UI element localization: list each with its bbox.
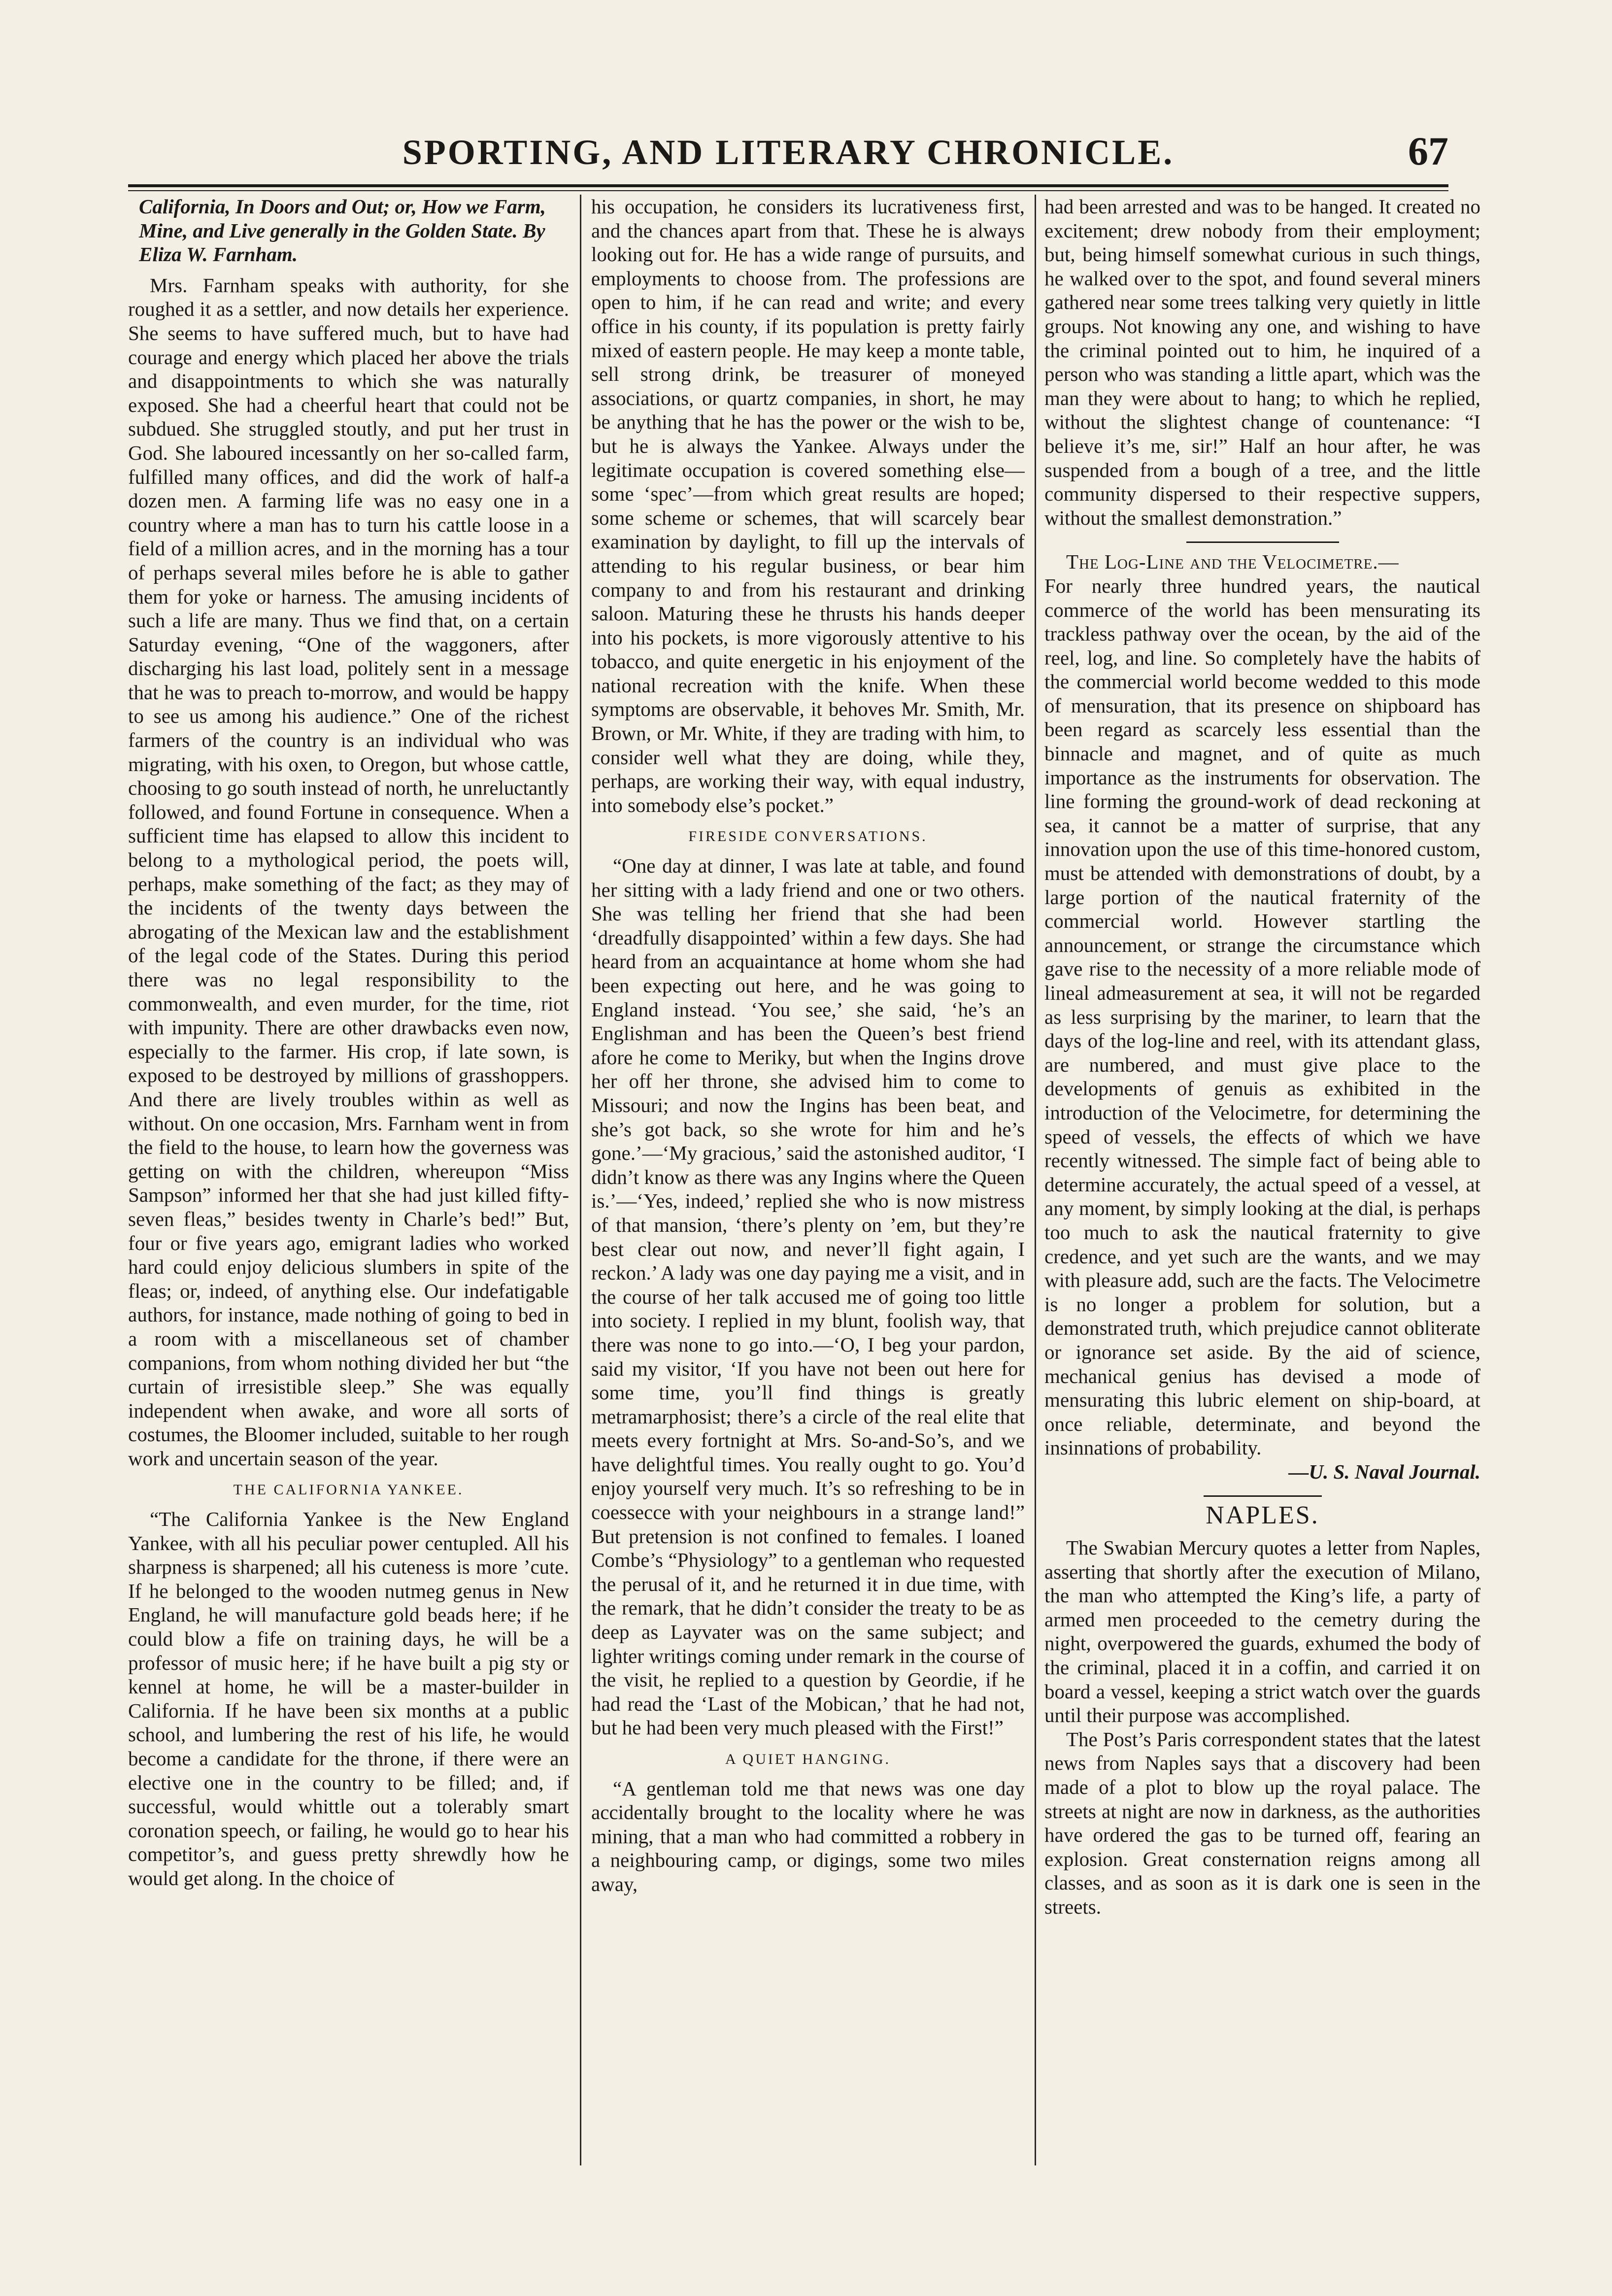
column-middle — [591, 195, 1025, 2175]
subheading-fireside-conversations: FIRESIDE CONVERSATIONS. — [688, 828, 928, 845]
page-number: 67 — [1408, 129, 1448, 173]
article-paragraph: “One day at dinner, I was late at table, and found her sitting with a lady friend and one or two others. She was telling her friend that she had been ‘dreadfully disappointed’ within a few days. She had heard from an acquaintance at home whom she had been expecting out here, and he was going to England instead. ‘You see,’ she said, ‘he’s an Englishman and has been the Queen’s best friend afore he come to Meriky, but when the Ingins drove her off her throne, she advised him to come to Missouri; and now the Ingins has been beat, and she’s got back, so she wrote for him and he’s gone.’—‘My gracious,’ said the astonished auditor, ‘I didn’t know as there was any Ingins where the Queen is.’—‘Yes, indeed,’ replied she who is now mistress of that mansion, ‘there’s plenty on ’em, but they’re best clear out now, and never’ll fight again, I reckon.’ A lady was one day paying me a visit, and in the course of her talk accused me of going too little into society. I replied in my blunt, foolish way, that there was none to go into.—‘O, I beg your pardon, said my visitor, ‘If you have not been out here for some time, you’ll find things is greatly metramarphosist; there’s a circle of the real elite that meets every fortnight at Mrs. So-and-So’s, and we have delightful times. You really ought to go. You’d enjoy yourself very much. It’s so refreshing to be in coessecce with your neighbours in a strange land!” But pretension is not confined to females. I loaned Combe’s “Physiology” to a gentleman who requested the perusal of it, and he returned it in due time, with the remark, that he didn’t consider the treaty to be as deep as Layvater was on the same subject; and lighter writings coming under remark in the course of the visit, he replied to a question by Geordie, if he had read the ‘Last of the Mobican,’ that he had not, but he had been very much pleased with the First!” — [591, 854, 1025, 1739]
article-signature: —U. S. Naval Journal. — [1288, 1460, 1480, 1483]
article-heading-log-line: The Log-Line and the Velocimetre.— — [1066, 550, 1399, 574]
page-header — [128, 117, 1448, 191]
header-rule-thick — [128, 184, 1448, 187]
article-signature-line — [1044, 1460, 1480, 1484]
article-paragraph: Mrs. Farnham speaks with authority, for she roughed it as a settler, and now details her experience. She seems to have suffered much, but to have had courage and energy which placed her above the trials and disappointments to which she was naturally exposed. She had a cheerful heart that could not be subdued. She struggled stoutly, and put her trust in God. She laboured incessantly on her so-called farm, fulfilled many offices, and did the work of half-a dozen men. A farming life was no easy one in a country where a man has to turn his cattle loose in a field of a million acres, and in the morning has a tour of perhaps several miles before he is able to gather them for yoke or harness. The amusing incidents of such a life are many. Thus we find that, on a certain Saturday evening, “One of the waggoners, after discharging his last load, politely sent in a message that he was to preach to-morrow, and would be happy to see us among his audience.” One of the richest farmers of the country is an individual who was migrating, with his oxen, to Oregon, but whose cattle, choosing to go south instead of north, he unreluctantly followed, and found Fortune in consequence. When a sufficient time has elapsed to allow this incident to belong to a mythological period, the poets will, perhaps, make something of the fact; as they may of the incidents of the twenty days between the abrogating of the Mexican law and the establishment of the legal code of the States. During this period there was no legal responsibility to the commonwealth, and even murder, for the time, riot with impunity. There are other drawbacks even now, especially to the farmer. His crop, if late sown, is exposed to be destroyed by millions of grasshoppers. And there are lively troubles within as well as without. On one occasion, Mrs. Farnham went in from the field to the house, to learn how the governess was getting on with the children, whereupon “Miss Sampson” informed her that she had just killed fifty-seven fleas,” besides twenty in Charle’s bed!” But, four or five years ago, emigrant ladies who worked hard could enjoy delicious slumbers in spite of the fleas; or, indeed, of anything else. Our indefatigable authors, for instance, made nothing of going to bed in a room with a miscellaneous set of chamber companions, from whom nothing divided her but “the curtain of irresistible sleep.” She was equally independent when awake, and wore all sorts of costumes, the Bloomer included, suitable to her rough work and uncertain season of the year. — [128, 273, 569, 1470]
article-paragraph: For nearly three hundred years, the nautical commerce of the world has been mensurating its trackless pathway over the ocean, by the aid of the reel, log, and line. So completely have the habits of the commercial world become wedded to this mode of mensuration, that its presence on shipboard has been regard as scarcely less essential than the binnacle and magnet, and of quite as much importance as the instruments for observation. The line forming the ground-work of dead reckoning at sea, it cannot be a matter of surprise, that any innovation upon the use of this time-honored custom, must be attended with demonstrations of doubt, by a large portion of the nautical fraternity of the commercial world. However startling the announcement, or strange the circumstance which gave rise to the necessity of a more reliable mode of lineal admeasurement at sea, it will not be regarded as less surprising by the mariner, to learn that the days of the log-line and reel, with its attendant glass, are numbered, and must give place to the developments of genuis as exhibited in the introduction of the Velocimetre, for determining the speed of vessels, the effects of which we have recently witnessed. The simple fact of being able to determine accurately, the actual speed of a vessel, at any moment, by simply looking at the dial, is perhaps too much to ask the nautical fraternity to give credence, and yet such are the wants, and we may with pleasure add, such are the facts. The Velocimetre is no longer a problem for solution, but a demonstrated truth, which prejudice cannot obliterate or ignorance set aside. By the aid of science, mechanical genius has devised a mode of mensurating this lubric element on ship-board, at once reliable, determinate, and beyond the insinnations of probability. — [1044, 574, 1480, 1459]
header-rule-thin — [128, 190, 1448, 191]
article-paragraph: “A gentleman told me that news was one day accidentally brought to the locality where he was mining, that a man who had committed a robbery in a neighbouring camp, or digings, some two miles away, — [591, 1777, 1025, 1895]
running-title: SPORTING, AND LITERARY CHRONICLE. — [402, 133, 1175, 172]
review-book-title: California, In Doors and Out; or, How we Farm, Mine, and Live generally in the Golden State. By Eliza W. Farnham. — [139, 195, 546, 266]
column-right — [1044, 195, 1480, 2175]
column-divider-right — [1035, 195, 1036, 2165]
column-left — [128, 195, 569, 2175]
column-divider-left — [580, 195, 581, 2165]
log-line-article — [1044, 550, 1480, 574]
section-rule — [1204, 1495, 1322, 1497]
article-paragraph: The Swabian Mercury quotes a letter from Naples, asserting that shortly after the execution of Milano, the man who attempted the King’s life, a party of armed men proceeded to the cemetry during the night, overpowered the guards, exhumed the body of the criminal, placed it in a coffin, and carried it on board a vessel, keeping a strict watch over the guards until their purpose was accomplished. — [1044, 1536, 1480, 1727]
section-rule — [1186, 541, 1339, 543]
article-paragraph: The Post’s Paris correspondent states that the latest news from Naples says that a discovery had been made of a plot to blow up the royal palace. The streets at night are now in darkness, as the authorities have ordered the gas to be turned off, fearing an explosion. Great consternation reigns among all classes, and as soon as it is dark one is seen in the streets. — [1044, 1727, 1480, 1918]
subheading-california-yankee: THE CALIFORNIA YANKEE. — [233, 1482, 464, 1498]
subheading-quiet-hanging: A QUIET HANGING. — [725, 1751, 891, 1767]
article-paragraph: “The California Yankee is the New England Yankee, with all his peculiar power centupled. All his sharpness is sharpened; all his cuteness is more ’cute. If he belonged to the wooden nutmeg genus in New England, he will manufacture gold beads here; if he could blow a fife on training days, he will be a professor of music here; if he have built a pig sty or kennel at home, he will be a master-builder in California. If he have been six months at a public school, and lumbering the rest of his life, he would become a candidate for the throne, if there were an elective one in the country to be filled; and, if successful, would whittle out a tolerably smart coronation speech, or failing, he would go to hear his competitor’s, and guess pretty shrewdly how he would get along. In the choice of — [128, 1508, 569, 1890]
article-heading-naples: NAPLES. — [1206, 1501, 1319, 1530]
article-paragraph: his occupation, he considers its lucrativeness first, and the chances apart from that. These he is always looking out for. He has a wide range of pursuits, and employments to choose from. The professions are open to him, if he can read and write; and every office in his county, if its population is pretty fairly mixed of eastern people. He may keep a monte table, sell strong drink, be treasurer of moneyed associations, or quartz companies, in short, he may be anything that he has the power or the wish to be, but he is always the Yankee. Always under the legitimate occupation is covered something else—some ‘spec’—from which great results are hoped; some scheme or schemes, that will scarcely bear examination by daylight, to fill up the intervals of attending to his regular business, or bear him company to and from his restaurant and drinking saloon. Maturing these he thrusts his hands deeper into his pockets, is more vigorously attentive to his tobacco, and quite energetic in his enjoyment of the national recreation with the knife. When these symptoms are observable, it behoves Mr. Smith, Mr. Brown, or Mr. White, if they are trading with him, to consider well what they are doing, while they, perhaps, are working their way, with equal industry, into somebody else’s pocket.” — [591, 195, 1025, 816]
article-paragraph: had been arrested and was to be hanged. It created no excitement; drew nobody from their employment; but, being himself somewhat curious in such things, he walked over to the spot, and found several miners gathered near some trees talking very quietly in little groups. Not knowing any one, and wishing to have the criminal pointed out to him, he inquired of a person who was standing a little apart, which was the man they were about to hang; to which he replied, without the slightest change of countenance: “I believe it’s me, sir!” Half an hour after, he was suspended from a bough of a tree, and the little community dispersed to their respective suppers, without the smallest demonstration.” — [1044, 195, 1480, 529]
